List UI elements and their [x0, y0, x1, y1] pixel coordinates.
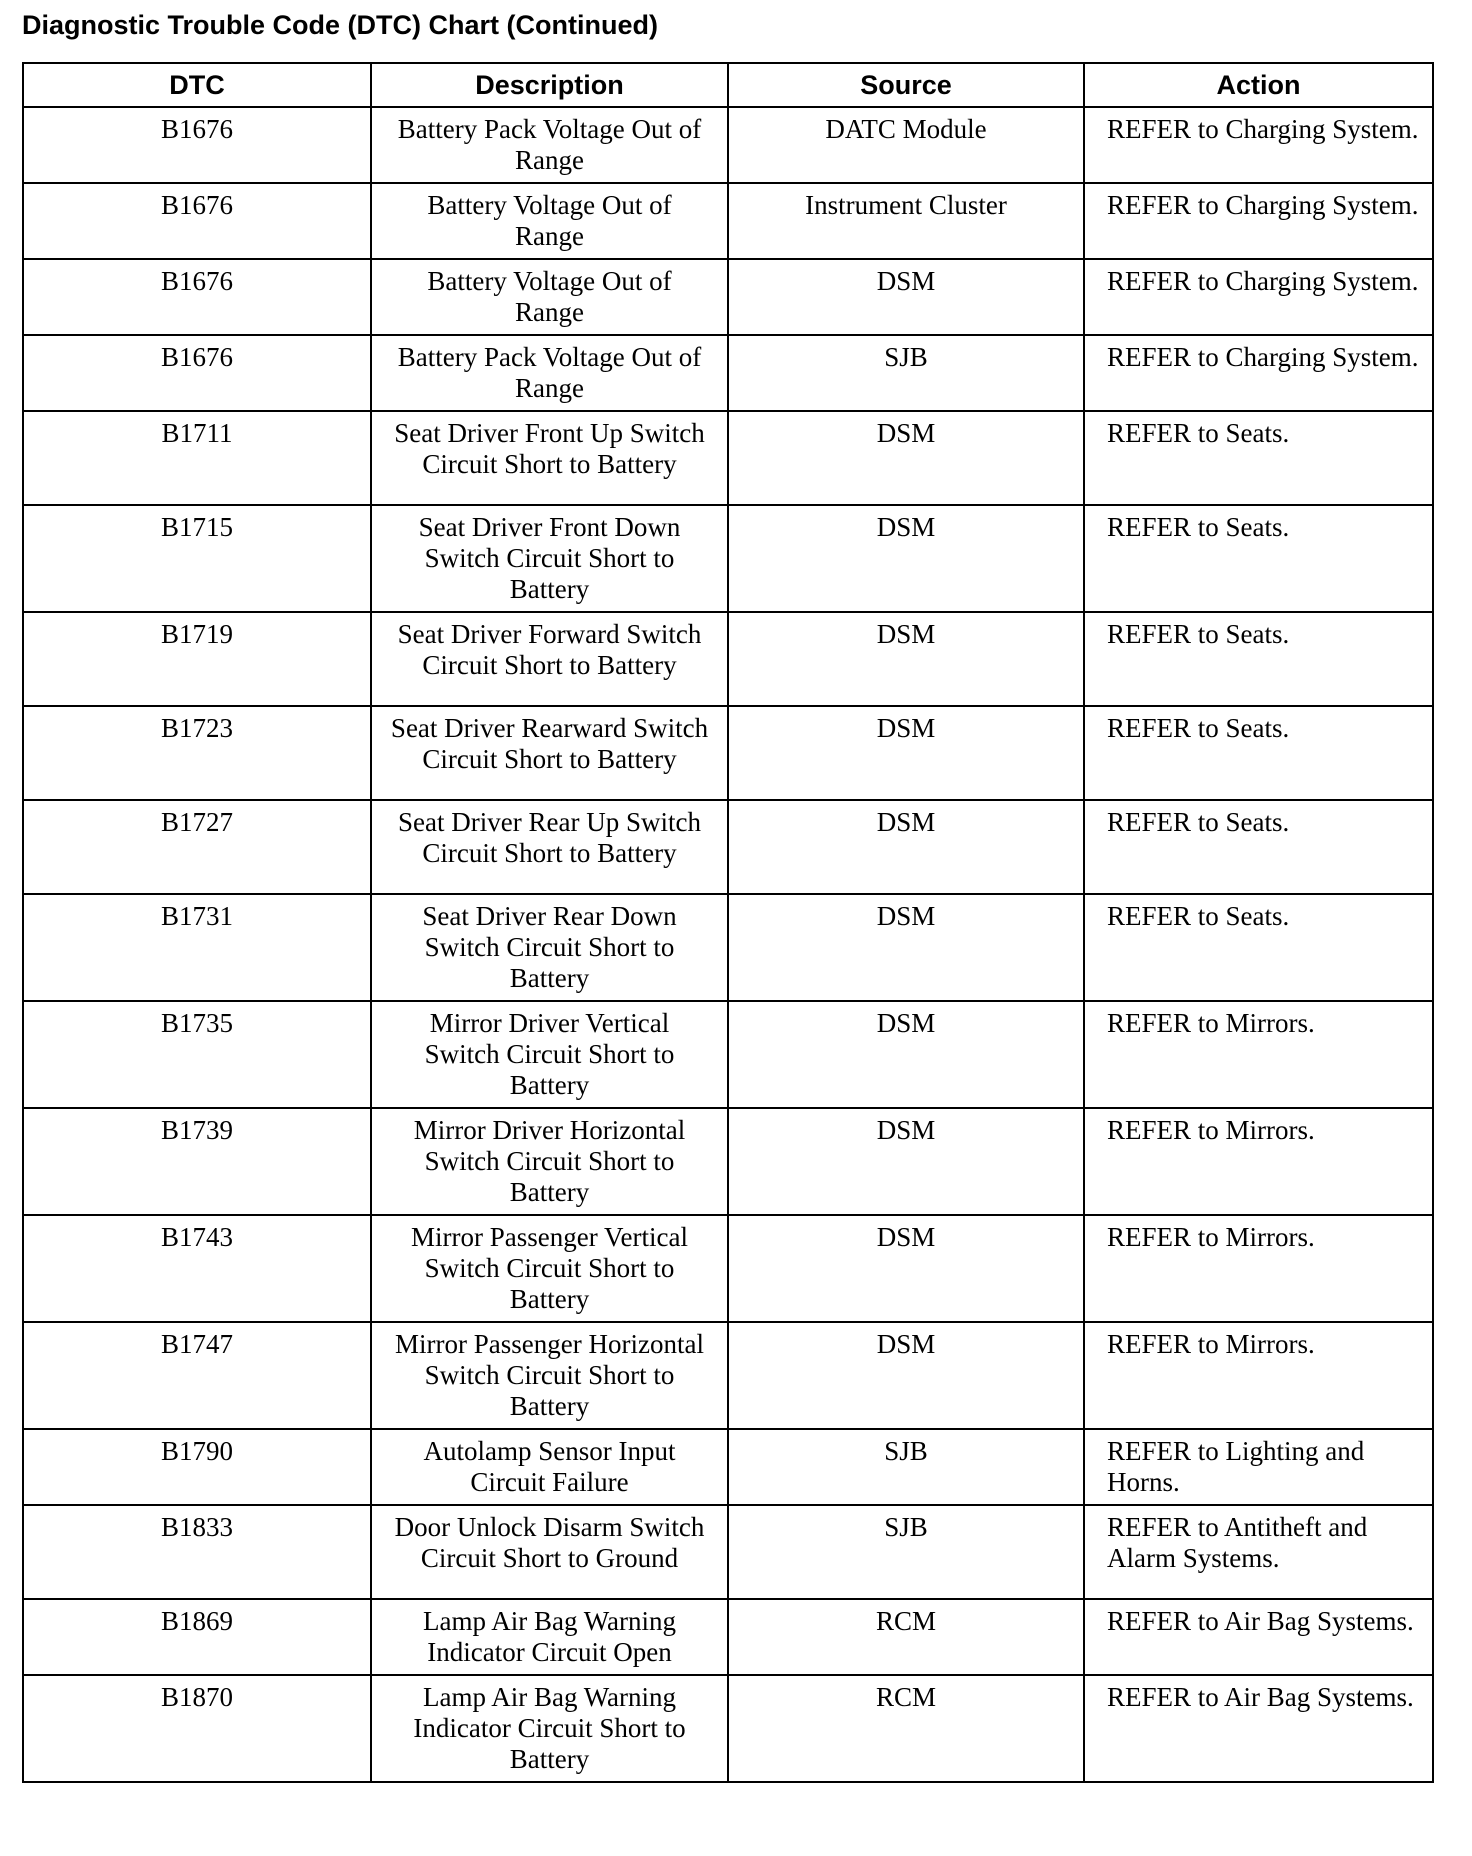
dtc-cell: B1727: [23, 800, 371, 894]
table-row: [23, 335, 1433, 411]
table-row: [23, 1322, 1433, 1429]
action-cell: REFER to Lighting and Horns.: [1084, 1429, 1433, 1505]
dtc-cell: B1790: [23, 1429, 371, 1505]
source-cell: SJB: [728, 1505, 1084, 1599]
action-cell: REFER to Seats.: [1084, 505, 1433, 612]
description-cell: Lamp Air Bag Warning Indicator Circuit Open: [371, 1599, 728, 1675]
action-cell: REFER to Air Bag Systems.: [1084, 1599, 1433, 1675]
table-row: [23, 107, 1433, 183]
action-cell: REFER to Mirrors.: [1084, 1322, 1433, 1429]
action-cell: REFER to Seats.: [1084, 800, 1433, 894]
action-cell: REFER to Seats.: [1084, 411, 1433, 505]
source-cell: DSM: [728, 505, 1084, 612]
dtc-cell: B1739: [23, 1108, 371, 1215]
table-row: [23, 894, 1433, 1001]
action-cell: REFER to Charging System.: [1084, 183, 1433, 259]
action-cell: REFER to Charging System.: [1084, 259, 1433, 335]
action-cell: REFER to Mirrors.: [1084, 1215, 1433, 1322]
table-row: [23, 411, 1433, 505]
table-row: [23, 259, 1433, 335]
dtc-cell: B1715: [23, 505, 371, 612]
dtc-cell: B1731: [23, 894, 371, 1001]
action-cell: REFER to Seats.: [1084, 612, 1433, 706]
table-row: [23, 505, 1433, 612]
table-row: [23, 1675, 1433, 1782]
description-cell: Autolamp Sensor Input Circuit Failure: [371, 1429, 728, 1505]
description-cell: Battery Pack Voltage Out of Range: [371, 107, 728, 183]
table-row: [23, 183, 1433, 259]
action-cell: REFER to Seats.: [1084, 706, 1433, 800]
description-cell: Seat Driver Front Down Switch Circuit Short to Battery: [371, 505, 728, 612]
dtc-cell: B1676: [23, 183, 371, 259]
column-header-source: Source: [728, 63, 1084, 107]
dtc-cell: B1747: [23, 1322, 371, 1429]
table-row: [23, 1599, 1433, 1675]
source-cell: DATC Module: [728, 107, 1084, 183]
description-cell: Mirror Passenger Vertical Switch Circuit Short to Battery: [371, 1215, 728, 1322]
source-cell: RCM: [728, 1675, 1084, 1782]
column-header-dtc: DTC: [23, 63, 371, 107]
dtc-cell: B1711: [23, 411, 371, 505]
action-cell: REFER to Charging System.: [1084, 335, 1433, 411]
dtc-table: [22, 62, 1434, 1783]
table-row: [23, 706, 1433, 800]
description-cell: Battery Pack Voltage Out of Range: [371, 335, 728, 411]
dtc-cell: B1676: [23, 259, 371, 335]
table-row: [23, 800, 1433, 894]
source-cell: SJB: [728, 335, 1084, 411]
source-cell: DSM: [728, 894, 1084, 1001]
table-row: [23, 1429, 1433, 1505]
description-cell: Mirror Driver Vertical Switch Circuit Short to Battery: [371, 1001, 728, 1108]
source-cell: DSM: [728, 411, 1084, 505]
dtc-cell: B1719: [23, 612, 371, 706]
description-cell: Seat Driver Rear Down Switch Circuit Short to Battery: [371, 894, 728, 1001]
description-cell: Mirror Passenger Horizontal Switch Circuit Short to Battery: [371, 1322, 728, 1429]
dtc-cell: B1723: [23, 706, 371, 800]
source-cell: DSM: [728, 1001, 1084, 1108]
action-cell: REFER to Seats.: [1084, 894, 1433, 1001]
source-cell: SJB: [728, 1429, 1084, 1505]
source-cell: Instrument Cluster: [728, 183, 1084, 259]
action-cell: REFER to Mirrors.: [1084, 1001, 1433, 1108]
description-cell: Seat Driver Forward Switch Circuit Short to Battery: [371, 612, 728, 706]
action-cell: REFER to Air Bag Systems.: [1084, 1675, 1433, 1782]
description-cell: Seat Driver Rearward Switch Circuit Short to Battery: [371, 706, 728, 800]
dtc-cell: B1870: [23, 1675, 371, 1782]
source-cell: DSM: [728, 259, 1084, 335]
source-cell: DSM: [728, 800, 1084, 894]
description-cell: Door Unlock Disarm Switch Circuit Short to Ground: [371, 1505, 728, 1599]
dtc-cell: B1743: [23, 1215, 371, 1322]
description-cell: Seat Driver Front Up Switch Circuit Short to Battery: [371, 411, 728, 505]
action-cell: REFER to Mirrors.: [1084, 1108, 1433, 1215]
table-header-row: [23, 63, 1433, 107]
table-row: [23, 612, 1433, 706]
dtc-cell: B1735: [23, 1001, 371, 1108]
source-cell: DSM: [728, 1322, 1084, 1429]
column-header-description: Description: [371, 63, 728, 107]
dtc-cell: B1869: [23, 1599, 371, 1675]
source-cell: DSM: [728, 706, 1084, 800]
dtc-cell: B1833: [23, 1505, 371, 1599]
source-cell: DSM: [728, 1215, 1084, 1322]
table-row: [23, 1001, 1433, 1108]
dtc-cell: B1676: [23, 335, 371, 411]
description-cell: Mirror Driver Horizontal Switch Circuit Short to Battery: [371, 1108, 728, 1215]
description-cell: Lamp Air Bag Warning Indicator Circuit Short to Battery: [371, 1675, 728, 1782]
table-row: [23, 1505, 1433, 1599]
description-cell: Battery Voltage Out of Range: [371, 259, 728, 335]
description-cell: Seat Driver Rear Up Switch Circuit Short to Battery: [371, 800, 728, 894]
table-row: [23, 1108, 1433, 1215]
source-cell: DSM: [728, 1108, 1084, 1215]
action-cell: REFER to Charging System.: [1084, 107, 1433, 183]
action-cell: REFER to Antitheft and Alarm Systems.: [1084, 1505, 1433, 1599]
table-row: [23, 1215, 1433, 1322]
description-cell: Battery Voltage Out of Range: [371, 183, 728, 259]
dtc-cell: B1676: [23, 107, 371, 183]
page-title: Diagnostic Trouble Code (DTC) Chart (Continued): [22, 10, 658, 40]
source-cell: DSM: [728, 612, 1084, 706]
column-header-action: Action: [1084, 63, 1433, 107]
source-cell: RCM: [728, 1599, 1084, 1675]
